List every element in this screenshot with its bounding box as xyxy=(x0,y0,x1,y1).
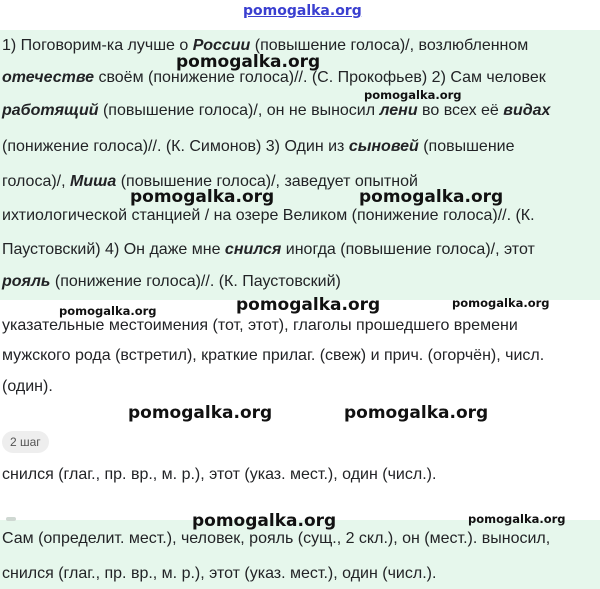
watermark: pomogalka.org xyxy=(130,187,275,207)
watermark: pomogalka.org xyxy=(364,88,462,102)
step1-line-1: указательные местоимения (тот, этот), глаголы прошедшего времени xyxy=(2,317,518,334)
watermark: pomogalka.org xyxy=(128,403,273,423)
step1-line-2: мужского рода (встретил), краткие прилаг. (свеж) и прич. (огорчён), числ. xyxy=(2,347,545,364)
highlighted-word: России xyxy=(192,37,251,54)
watermark: pomogalka.org xyxy=(452,296,550,310)
answer-text-segment: иногда (повышение голоса)/, этот xyxy=(281,241,535,258)
highlighted-word: снился xyxy=(224,241,282,258)
watermark: pomogalka.org xyxy=(59,304,157,318)
highlighted-word: работящий xyxy=(2,102,99,119)
answer-line xyxy=(2,272,341,292)
watermark: pomogalka.org xyxy=(236,295,381,315)
watermark: pomogalka.org xyxy=(192,511,337,531)
answer-text-segment: во всех её xyxy=(417,102,504,119)
answer-text-segment: своём (понижение голоса)//. (С. Прокофьев) 2) Сам человек xyxy=(94,69,546,86)
answer-text-segment: ихтиологической станцией / на озере Великом (понижение голоса)//. (К. xyxy=(2,207,535,224)
highlighted-word: рояль xyxy=(2,273,51,290)
answer-line xyxy=(2,240,535,260)
step1-line-3: (один). xyxy=(2,378,53,395)
answer-text-segment: (повышение xyxy=(418,138,515,155)
answer-text-segment: голоса)/, xyxy=(2,173,71,190)
result-line-1: Сам (определит. мест.), человек, рояль (сущ., 2 скл.), он (мест.). выносил, xyxy=(2,530,551,547)
answer-line xyxy=(2,101,550,121)
watermark: pomogalka.org xyxy=(468,512,566,526)
answer-text-segment: 1) Поговорим-ка лучше о xyxy=(2,37,193,54)
result-line-2: снился (глаг., пр. вр., м. р.), этот (указ. мест.), один (числ.). xyxy=(2,565,437,582)
answer-line xyxy=(2,137,515,157)
watermark: pomogalka.org xyxy=(176,52,321,72)
highlighted-word: отечестве xyxy=(2,69,94,86)
watermark: pomogalka.org xyxy=(359,187,504,207)
answer-text-segment: (повышение голоса)/, он не выносил xyxy=(98,102,380,119)
answer-line xyxy=(2,206,535,226)
highlighted-word: лени xyxy=(379,102,418,119)
step-badge[interactable]: 2 шаг xyxy=(2,431,49,453)
highlighted-word: Миша xyxy=(70,173,117,190)
watermark: pomogalka.org xyxy=(344,403,489,423)
answer-text-segment: (повышение голоса)/, возлюбленном xyxy=(250,37,529,54)
watermark: pomogalka.org xyxy=(243,3,362,19)
answer-text-segment: (понижение голоса)//. (К. Паустовский) xyxy=(50,273,341,290)
answer-text-segment: (понижение голоса)//. (К. Симонов) 3) Один из xyxy=(2,138,349,155)
step2-text: снился (глаг., пр. вр., м. р.), этот (указ. мест.), один (числ.). xyxy=(2,466,437,483)
highlighted-word: сыновей xyxy=(348,138,419,155)
highlighted-word: видах xyxy=(503,102,551,119)
answer-text-segment: Паустовский) 4) Он даже мне xyxy=(2,241,225,258)
answer-text-segment: (повышение голоса)/, заведует опытной xyxy=(116,173,418,190)
step-badge-partial xyxy=(6,517,16,521)
